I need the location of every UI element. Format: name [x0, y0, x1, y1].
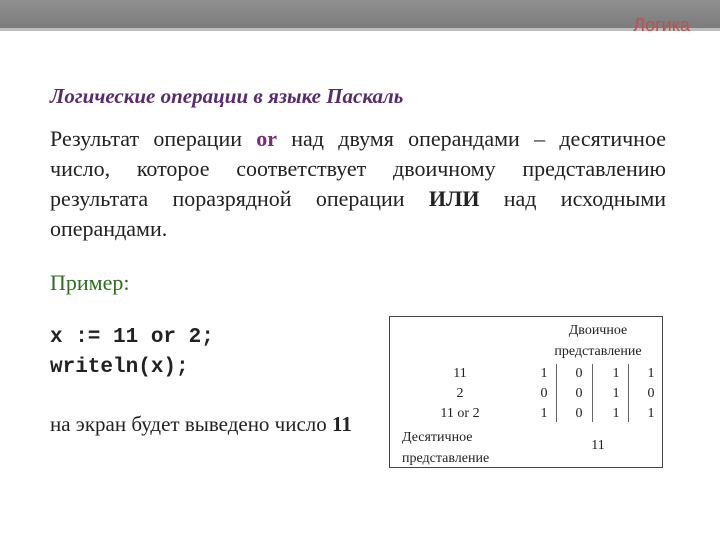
row-label-11-or-2: 11 or 2 — [440, 406, 480, 421]
bit-cell: 1 — [647, 366, 655, 381]
bit-cell: 1 — [540, 366, 548, 381]
row-label-2: 2 — [456, 386, 464, 401]
paragraph-part-1: Результат операции — [50, 126, 257, 151]
description-paragraph — [50, 124, 666, 244]
bit-cell: 0 — [575, 386, 583, 401]
paragraph-part-2: над двумя операндами – десятичное число, которое соответствует двоичному представлению результата поразрядной операции — [50, 126, 666, 211]
decimal-header: Десятичное представление — [402, 430, 490, 466]
ili-keyword: ИЛИ — [428, 186, 480, 211]
bit-cell: 1 — [540, 406, 548, 421]
row-label-11: 11 — [453, 366, 467, 381]
result-number: 11 — [332, 412, 352, 436]
code-line: x := 11 or 2; — [50, 326, 214, 349]
bit-cell: 0 — [575, 406, 583, 421]
paragraph-part-3: над исходными операндами. — [50, 186, 667, 241]
or-keyword: or — [256, 126, 278, 151]
top-band — [0, 0, 720, 28]
binary-header: Двоичное представление — [554, 323, 642, 359]
decimal-result: 11 — [591, 438, 605, 453]
bit-cell: 1 — [647, 406, 655, 421]
bit-cell: 0 — [647, 386, 655, 401]
top-divider — [0, 28, 720, 31]
bit-cell: 0 — [575, 366, 583, 381]
example-label: Пример: — [50, 270, 130, 295]
bit-cell: 1 — [612, 406, 620, 421]
section-title: Логика — [633, 15, 690, 35]
result-line — [50, 412, 352, 437]
column-divider — [556, 364, 557, 422]
bit-cell: 1 — [612, 386, 620, 401]
result-text: на экран будет выведено число — [50, 412, 333, 436]
code-block — [50, 323, 214, 383]
slide-heading: Логические операции в языке Паскаль — [50, 84, 404, 108]
bit-cell: 1 — [612, 366, 620, 381]
bit-cell: 0 — [540, 386, 548, 401]
code-line: writeln(x); — [50, 356, 189, 379]
column-divider — [592, 364, 593, 422]
column-divider — [628, 364, 629, 422]
